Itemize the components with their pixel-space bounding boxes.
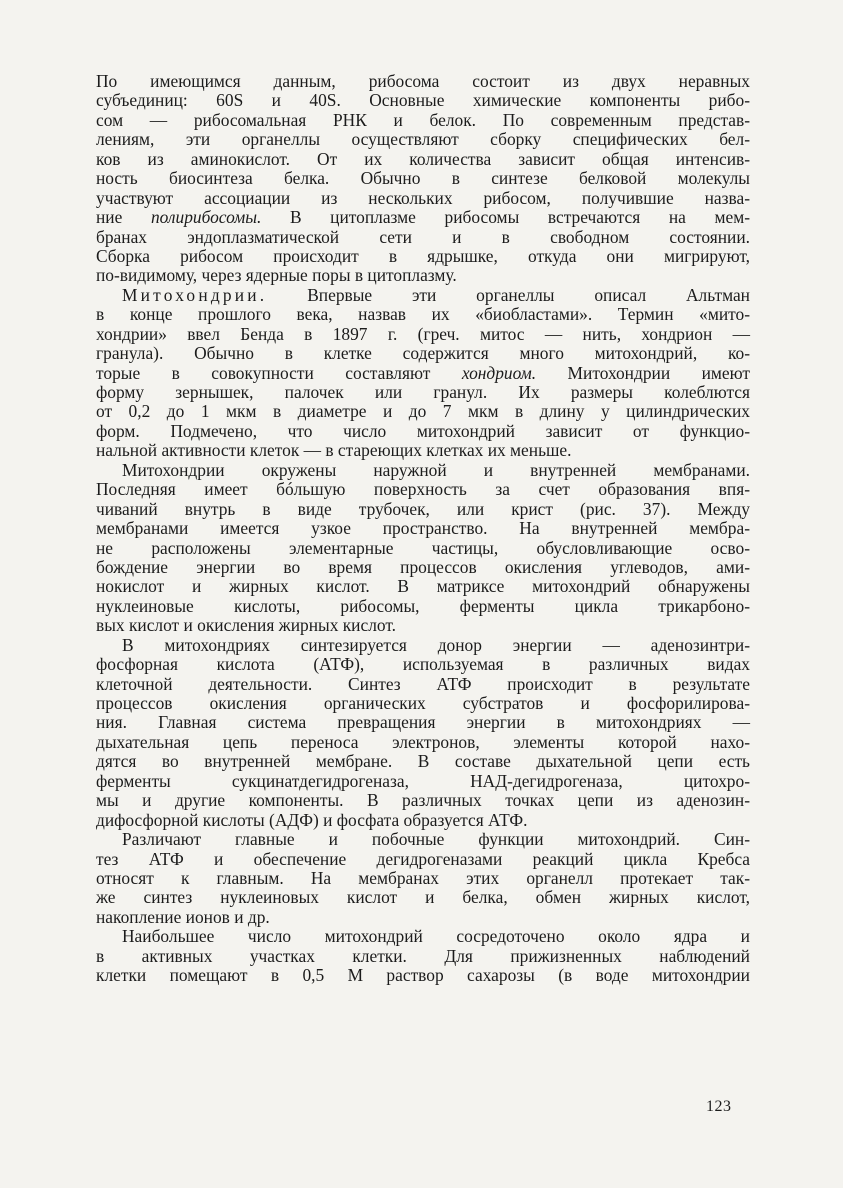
- text-line: Митохондрии окружены наружной и внутренней мембранами.: [122, 459, 750, 480]
- text-fragment: Митохондрии имеют: [536, 362, 750, 383]
- text-line: Различают главные и побочные функции митохондрий. Син-: [122, 829, 750, 850]
- emphasized-term: полирибосомы.: [150, 207, 262, 228]
- text-fragment: Впервые эти органеллы описал Альтман: [267, 284, 750, 305]
- text-line: клетки помещают в 0,5 М раствор сахарозы (в воде митохондрии: [96, 965, 750, 986]
- body-text: [96, 72, 750, 986]
- text-line: накопление ионов и др.: [96, 906, 270, 927]
- text-line: Последняя имеет бóльшую поверхность за счет образования впя-: [96, 479, 750, 500]
- text-line: участвуют ассоциации из нескольких рибосом, получившие назва-: [96, 187, 750, 208]
- page-number: 123: [706, 1098, 732, 1115]
- text-line: ферменты сукцинатдегидрогеназа, НАД-дегидрогеназа, цитохро-: [96, 770, 750, 791]
- section-heading: Митохондрии.: [122, 284, 268, 305]
- text-line: дыхательная цепь переноса электронов, элементы которой нахо-: [96, 731, 750, 752]
- text-line: процессов окисления органических субстратов и фосфорилирова-: [96, 693, 750, 713]
- text-fragment: торые в совокупности составляют: [96, 362, 462, 383]
- text-line: дифосфорной кислоты (АДФ) и фосфата образуется АТФ.: [96, 809, 528, 830]
- text-line: [96, 208, 750, 227]
- text-line: дятся во внутренней мембране. В составе дыхательной цепи есть: [96, 751, 750, 772]
- text-line: Сборка рибосом происходит в ядрышке, откуда они мигрируют,: [96, 245, 750, 266]
- text-line: фосфорная кислота (АТФ), используемая в различных видах: [96, 654, 750, 675]
- text-line: в активных участках клетки. Для прижизненных наблюдений: [96, 945, 750, 966]
- emphasized-term: хондриом.: [461, 362, 537, 383]
- text-line: гранула). Обычно в клетке содержится много митохондрий, ко-: [96, 343, 750, 364]
- text-line: в конце прошлого века, назвав их «биобластами». Термин «мито-: [96, 304, 750, 325]
- text-line: вых кислот и окисления жирных кислот.: [96, 615, 396, 636]
- text-line: бождение энергии во время процессов окисления углеводов, ами-: [96, 556, 750, 577]
- text-line: Наибольшее число митохондрий сосредоточено около ядра и: [122, 926, 750, 947]
- text-line: ков из аминокислот. От их количества зависит общая интенсив-: [96, 148, 750, 169]
- text-line: [96, 286, 750, 305]
- text-line: по-видимому, через ядерные поры в цитоплазму.: [96, 265, 457, 286]
- text-line: По имеющимся данным, рибосома состоит из двух неравных: [96, 71, 750, 91]
- text-line: нуклеиновые кислоты, рибосомы, ферменты цикла трикарбоно-: [96, 595, 750, 616]
- text-line: ния. Главная система превращения энергии в митохондриях —: [96, 712, 750, 733]
- text-line: хондрии» ввел Бенда в 1897 г. (греч. митос — нить, хондрион —: [96, 323, 750, 344]
- text-line: ность биосинтеза белка. Обычно в синтезе белковой молекулы: [96, 168, 750, 189]
- text-line: чиваний внутрь в виде трубочек, или крист (рис. 37). Между: [96, 498, 750, 519]
- text-line: не расположены элементарные частицы, обусловливающие осво-: [96, 537, 750, 558]
- text-line: форму зернышек, палочек или гранул. Их размеры колеблются: [96, 382, 750, 402]
- text-line: мы и другие компоненты. В различных точках цепи из аденозин-: [96, 790, 750, 811]
- text-line: тез АТФ и обеспечение дегидрогеназами реакций цикла Кребса: [96, 848, 750, 869]
- text-fragment: ние: [96, 207, 151, 228]
- text-line: форм. Подмечено, что число митохондрий зависит от функцио-: [96, 420, 750, 441]
- text-line: мембранами имеется узкое пространство. На внутренней мембра-: [96, 518, 750, 539]
- text-line: клеточной деятельности. Синтез АТФ происходит в результате: [96, 673, 750, 694]
- text-line: относят к главным. На мембранах этих органелл протекает так-: [96, 867, 750, 888]
- text-line: нокислот и жирных кислот. В матриксе митохондрий обнаружены: [96, 576, 750, 597]
- text-line: же синтез нуклеиновых кислот и белка, обмен жирных кислот,: [96, 887, 750, 908]
- text-line: В митохондриях синтезируется донор энергии — аденозинтри-: [122, 634, 750, 655]
- text-line: сом — рибосомальная РНК и белок. По современным представ-: [96, 109, 750, 130]
- text-line: бранах эндоплазматической сети и в свободном состоянии.: [96, 226, 750, 247]
- text-line: субъединиц: 60S и 40S. Основные химические компоненты рибо-: [96, 90, 750, 111]
- text-fragment: В цитоплазме рибосомы встречаются на мем-: [261, 207, 751, 228]
- text-line: лениям, эти органеллы осуществляют сборку специфических бел-: [96, 129, 750, 150]
- text-line: [96, 364, 750, 383]
- text-line: от 0,2 до 1 мкм в диаметре и до 7 мкм в длину у цилиндрических: [96, 401, 750, 422]
- text-line: нальной активности клеток — в стареющих клетках их меньше.: [96, 440, 572, 461]
